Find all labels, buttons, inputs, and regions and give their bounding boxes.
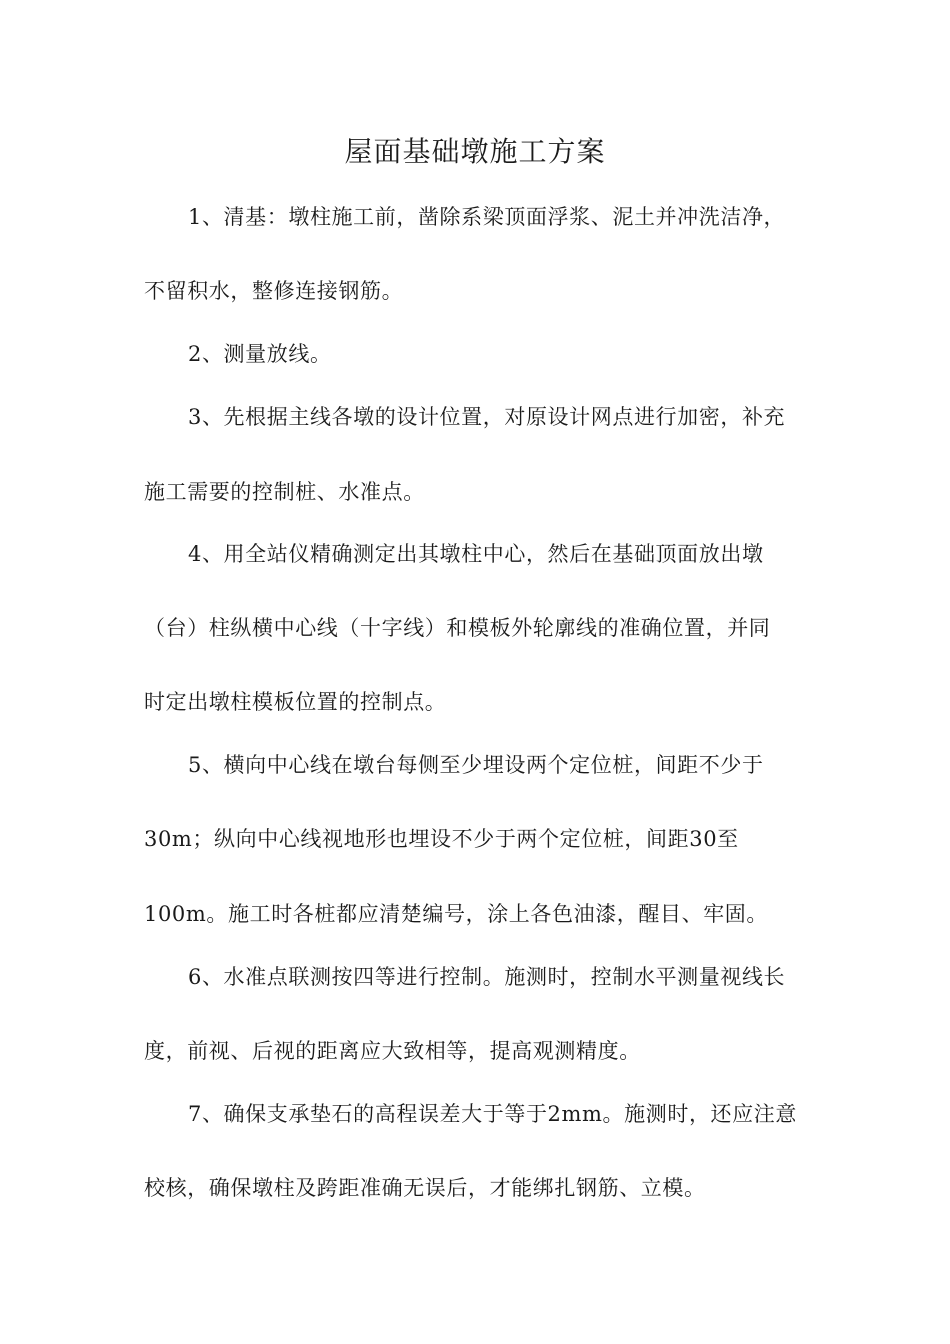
text-line-11: 100m。施工时各桩都应清楚编号，涂上各色油漆，醒目、牢固。 [144,902,768,926]
text-line-4: 3、先根据主线各墩的设计位置，对原设计网点进行加密，补充 [188,405,786,429]
text-line-7: （台）柱纵横中心线（十字线）和模板外轮廓线的准确位置，并同 [144,616,771,640]
text-line-14: 7、确保支承垫石的高程误差大于等于2mm。施测时，还应注意 [188,1102,797,1126]
text-line-5: 施工需要的控制桩、水准点。 [144,480,425,504]
text-line-15: 校核，确保墩柱及跨距准确无误后，才能绑扎钢筋、立模。 [144,1176,706,1200]
text-line-12: 6、水准点联测按四等进行控制。施测时，控制水平测量视线长 [188,965,786,989]
text-line-2: 不留积水，整修连接钢筋。 [144,279,404,303]
text-line-1: 1、清基：墩柱施工前，凿除系梁顶面浮浆、泥土并冲洗洁净， [188,205,786,229]
text-line-8: 时定出墩柱模板位置的控制点。 [144,690,447,714]
text-line-6: 4、用全站仪精确测定出其墩柱中心，然后在基础顶面放出墩 [188,542,764,566]
text-line-13: 度，前视、后视的距离应大致相等，提高观测精度。 [144,1039,641,1063]
text-line-9: 5、横向中心线在墩台每侧至少埋设两个定位桩，间距不少于 [188,753,764,777]
document-title: 屋面基础墩施工方案 [344,135,606,168]
text-line-10: 30m；纵向中心线视地形也埋设不少于两个定位桩，间距30至 [144,827,739,851]
text-line-3: 2、测量放线。 [188,342,332,366]
